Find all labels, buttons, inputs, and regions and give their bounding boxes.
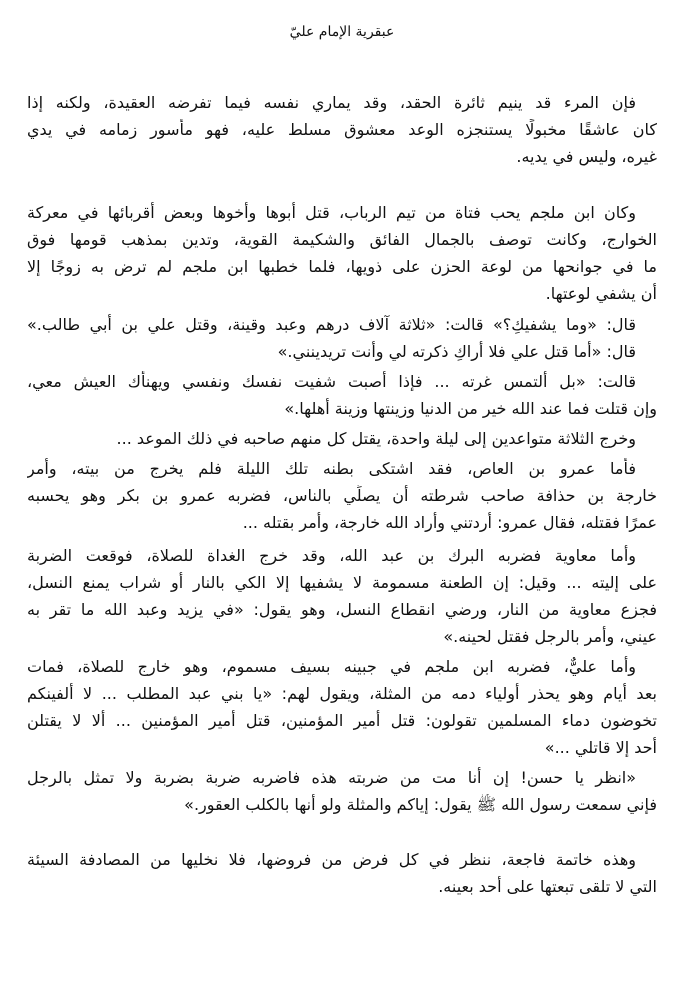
text-line: قال: «وما يشفيكِ؟» قالت: «ثلاثة آلاف درهم وعبد وقينة، وقتل علي بن أبي طالب.» <box>27 315 636 334</box>
text-line: عيني، وأمر بالرجل فقتل لحينه.» <box>443 627 657 646</box>
text-line: «انظر يا حسن! إن أنا مت من ضربته هذه فاضربه ضربة بضربة ولا تمثل بالرجل <box>27 768 636 787</box>
text-line: وإن قتلت فما عند الله خير من الدنيا وزينتها وزينة أهلها.» <box>284 399 657 418</box>
text-line: عمرًا فقتله، فقال عمرو: أردتني وأراد الله خارجة، وأمر بقتله ... <box>242 513 657 532</box>
text-line: خارجة بن حذافة صاحب شرطته أن يصلِّي بالناس، فضربه عمرو بن بكر وهو يحسبه <box>27 486 657 505</box>
running-header: عبقرية الإمام عليّ <box>289 24 395 40</box>
text-line: التي لا تلقى تبعتها على أحد بعينه. <box>438 877 657 896</box>
text-line: قال: «أما قتل علي فلا أراكِ ذكرته لي وأنت تريدينني.» <box>277 342 636 361</box>
text-line: تخوضون دماء المسلمين تقولون: قتل أمير المؤمنين، قتل أمير المؤمنين ... ألا لا يقتلن <box>27 711 657 730</box>
text-line: بعد أيام وهو يحذر أولياء دمه من المثلة، ويقول لهم: «يا بني عبد المطلب ... لا ألفينكم <box>27 684 657 703</box>
text-line: وخرج الثلاثة متواعدين إلى ليلة واحدة، يقتل كل منهم صاحبه في ذلك الموعد ... <box>116 429 636 448</box>
text-line: فجزع معاوية من النار، ورضي انقطاع النسل، وهو يقول: «في يزيد وعبد الله ما تقر به <box>27 600 657 619</box>
text-line: وأما عليٌّ، فضربه ابن ملجم في جبينه بسيف مسموم، وهو خارج للصلاة، فمات <box>27 657 636 676</box>
text-line: قالت: «بل ألتمس غرته ... فإذا أصبت شفيت نفسك ونفسي ويهنأك العيش معي، <box>27 372 636 391</box>
text-line: فأما عمرو بن العاص، فقد اشتكى بطنه تلك الليلة فلم يخرج من بيته، وأمر <box>27 459 636 478</box>
text-line: الخوارج، وكانت توصف بالجمال الفائق والشكيمة القوية، وتدين بمذهب قومها فوق <box>27 230 657 249</box>
text-line: وهذه خاتمة فاجعة، ننظر في كل فرض من فروضها، فلا نخليها من المصادفة السيئة <box>27 850 636 869</box>
text-line: كان عاشقًا مخبولًا يستنجزه الوعد معشوق مسلط عليه، فهو مأسور زمامه في يدي <box>27 120 657 139</box>
text-line: وكان ابن ملجم يحب فتاة من تيم الرباب، قتل أبوها وأخوها وبعض أقربائها في معركة <box>27 203 636 222</box>
text-line: أن يشفي لوعتها. <box>545 284 657 303</box>
text-line: أحد إلا قاتلي ...» <box>544 738 657 757</box>
text-line: فإن المرء قد ينيم ثائرة الحقد، وقد يماري نفسه فيما تفرضه العقيدة، ولكنه إذا <box>27 93 636 112</box>
text-line: وأما معاوية فضربه البرك بن عبد الله، وقد خرج الغداة للصلاة، فوقعت الضربة <box>27 546 636 565</box>
text-line: على إليته ... وقيل: إن الطعنة مسمومة لا يشفيها إلا الكي بالنار أو شراب يمنع النسل، <box>27 573 657 592</box>
text-line: غيره، وليس في يديه. <box>516 147 657 166</box>
text-line: فإني سمعت رسول الله ﷺ يقول: إياكم والمثلة ولو أنها بالكلب العقور.» <box>184 795 657 814</box>
text-line: ما في جوانحها من لوعة الحزن على ذويها، فلما خطبها ابن ملجم لم ترض به زوجًا إلا <box>27 257 657 276</box>
